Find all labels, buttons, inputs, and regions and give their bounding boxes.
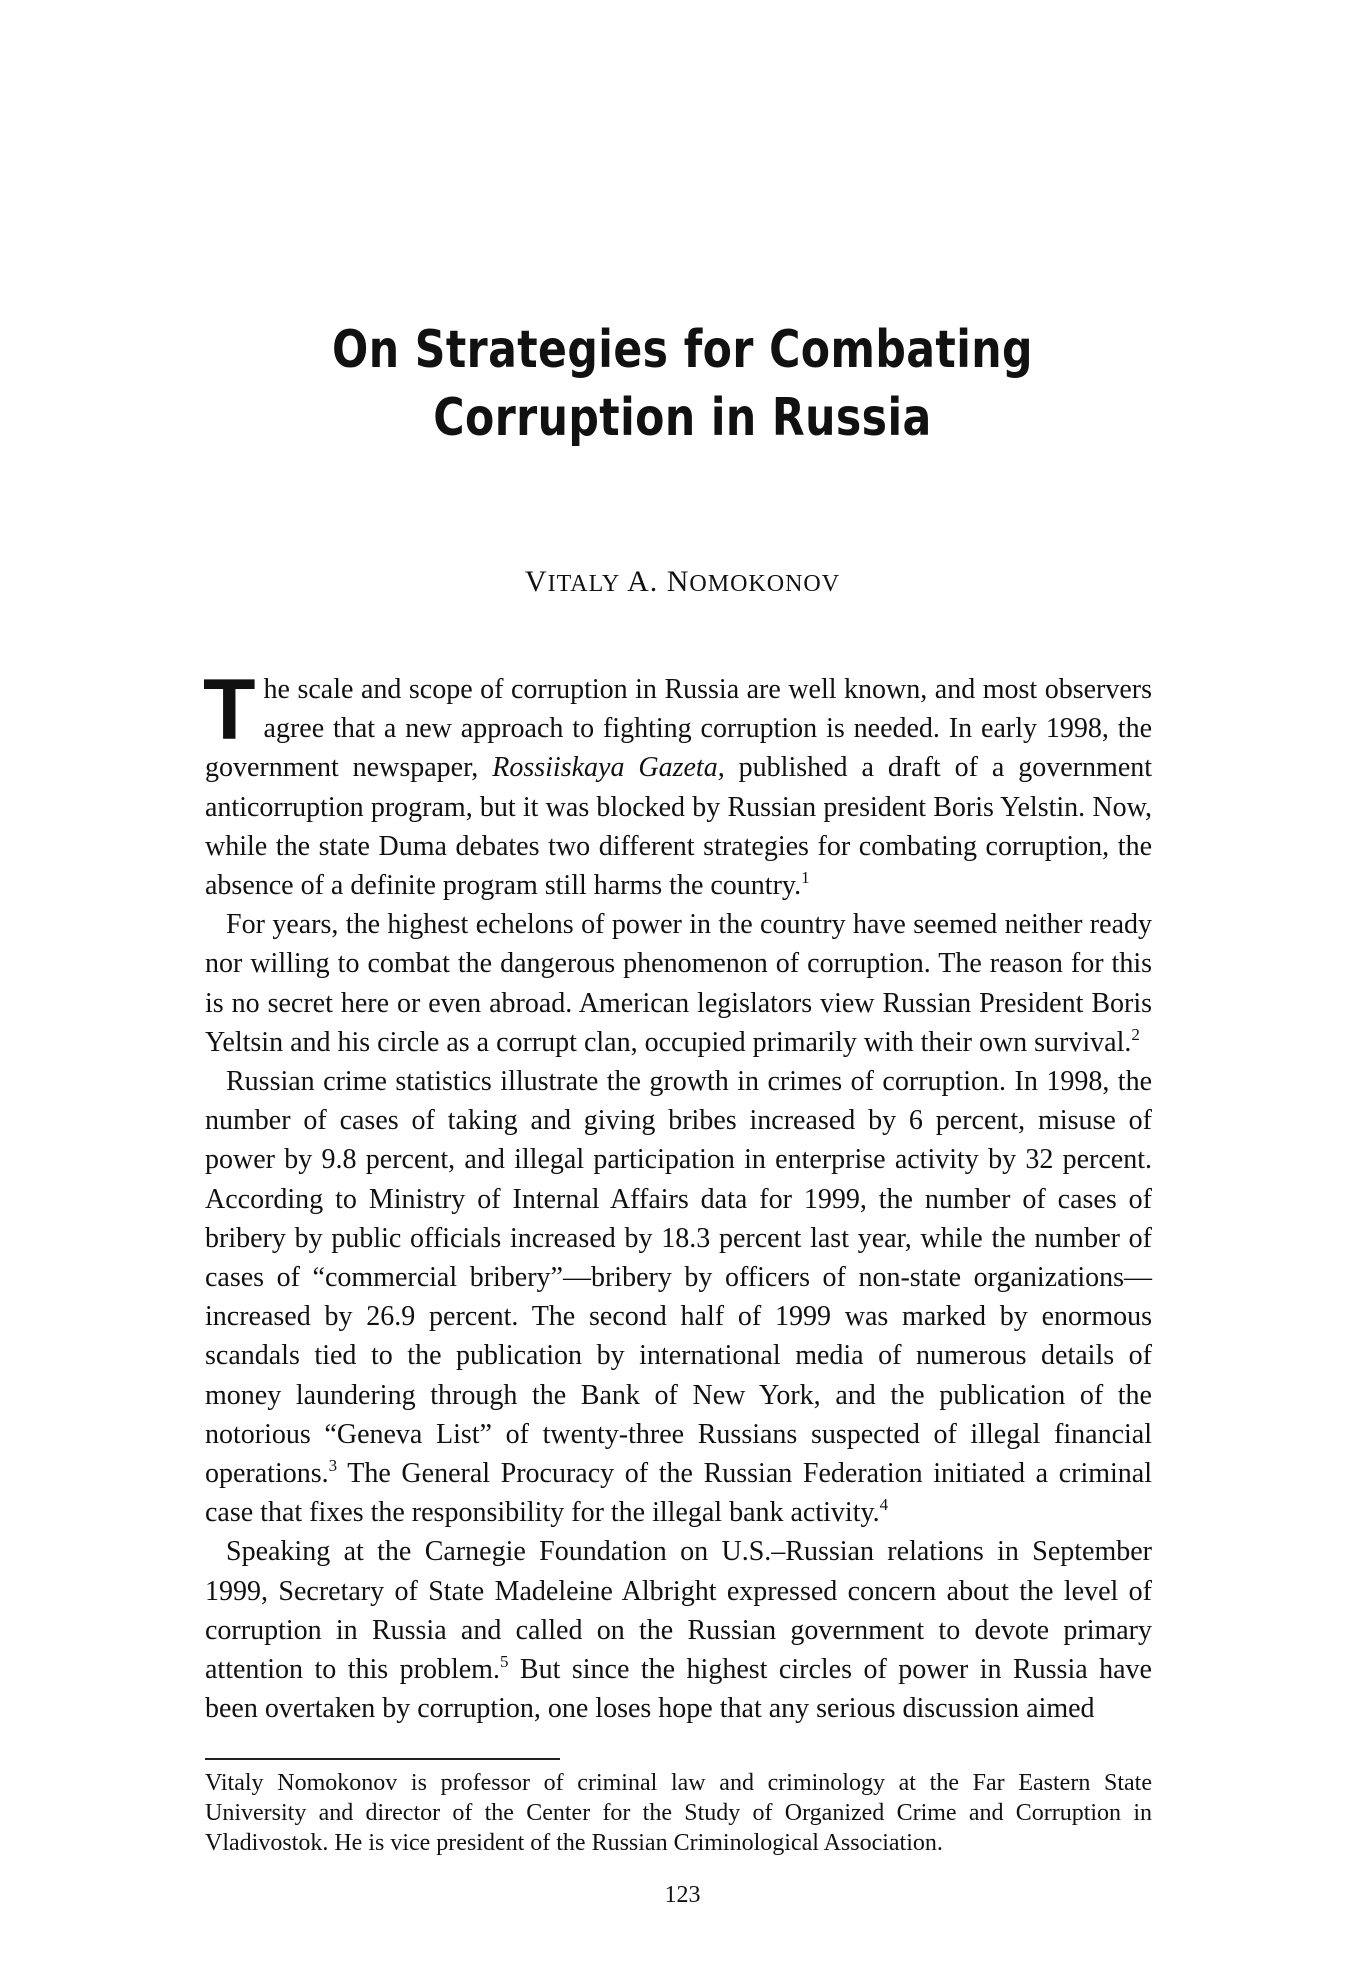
article-title-line-2: Corruption in Russia (433, 388, 932, 448)
footnote-ref-1: 1 (801, 868, 810, 888)
paragraph-1-text-b: published a draft of a government anticorruption program, but it was blocked by Russian president Boris Yelstin. Now, while the state Duma debates two different strategies for combating corruption, the absence of a definite program still harms the country. (205, 752, 1153, 902)
footnote-divider (205, 1758, 560, 1760)
paragraph-4 (205, 1532, 1152, 1728)
paragraph-2-text: For years, the highest echelons of power in the country have seemed neither ready nor willing to combat the dangerous phenomenon of corruption. The reason for this is no secret here or even abroad. American legislators view Russian President Boris Yeltsin and his circle as a corrupt clan, occupied primarily with their own survival. (205, 909, 1152, 1058)
paragraph-3-text-a: Russian crime statistics illustrate the growth in crimes of corruption. In 1998, the number of cases of taking and giving bribes increased by 6 percent, misuse of power by 9.8 percent, and illegal participation in enterprise activity by 32 percent. According to Ministry of Internal Affairs data for 1999, the number of cases of bribery by public officials increased by 18.3 percent last year, while the number of cases of “commercial bribery”—bribery by officers of non-state organizations—increased by 26.9 percent. The second half of 1999 was marked by enormous scandals tied to the publication by international media of numerous details of money laundering through the Bank of New York, and the publication of the notorious “Geneva List” of twenty-three Russians suspected of illegal financial operations. (205, 1066, 1152, 1490)
paragraph-1-text-a: he scale and scope of corruption in Russia are well known, and most observers agree that a new approach to fighting corruption is needed. In early 1998, the government newspaper, (205, 674, 1152, 784)
article-title-line-1: On Strategies for Combating (332, 320, 1033, 380)
author-initial-2: N (666, 565, 690, 598)
author-name (0, 565, 1365, 599)
author-rest-1: ITALY (547, 571, 621, 597)
paragraph-2 (205, 905, 1152, 1062)
article-body (203, 662, 1153, 1728)
newspaper-title: Rossiiskaya Gazeta, (492, 752, 725, 784)
author-initial-1: V (524, 565, 548, 598)
paragraph-4-text-a: Speaking at the Carnegie Foundation on U.S.–Russian relations in September 1999, Secretary of State Madeleine Albright expressed concern about the level of corruption in Russia and called on the Russian government to devote primary attention to this problem. (205, 1536, 1152, 1686)
author-footnote: Vitaly Nomokonov is professor of criminal law and criminology at the Far Eastern State University and director of the Center for the Study of Organized Crime and Corruption in Vladivostok. He is vice president of the Russian Criminological Association. (205, 1770, 1152, 1856)
author-middle-initial: A. (620, 565, 667, 598)
paragraph-1 (203, 662, 1153, 905)
author-rest-2: OMOKONOV (689, 571, 841, 597)
footnote-ref-4: 4 (879, 1495, 889, 1515)
paragraph-3 (205, 1062, 1152, 1532)
footnote-ref-2: 2 (1131, 1024, 1140, 1044)
drop-cap: T (203, 662, 256, 758)
footnote-ref-3: 3 (328, 1456, 338, 1476)
paragraph-3-text-b: The General Procuracy of the Russian Federation initiated a criminal case that fixes the responsibility for the illegal bank activity. (205, 1458, 1152, 1529)
footnote-ref-5: 5 (499, 1652, 509, 1672)
paragraph-4-text-b: But since the highest circles of power in Russia have been overtaken by corruption, one loses hope that any serious discussion aimed (205, 1654, 1152, 1725)
page-number: 123 (664, 1882, 701, 1908)
